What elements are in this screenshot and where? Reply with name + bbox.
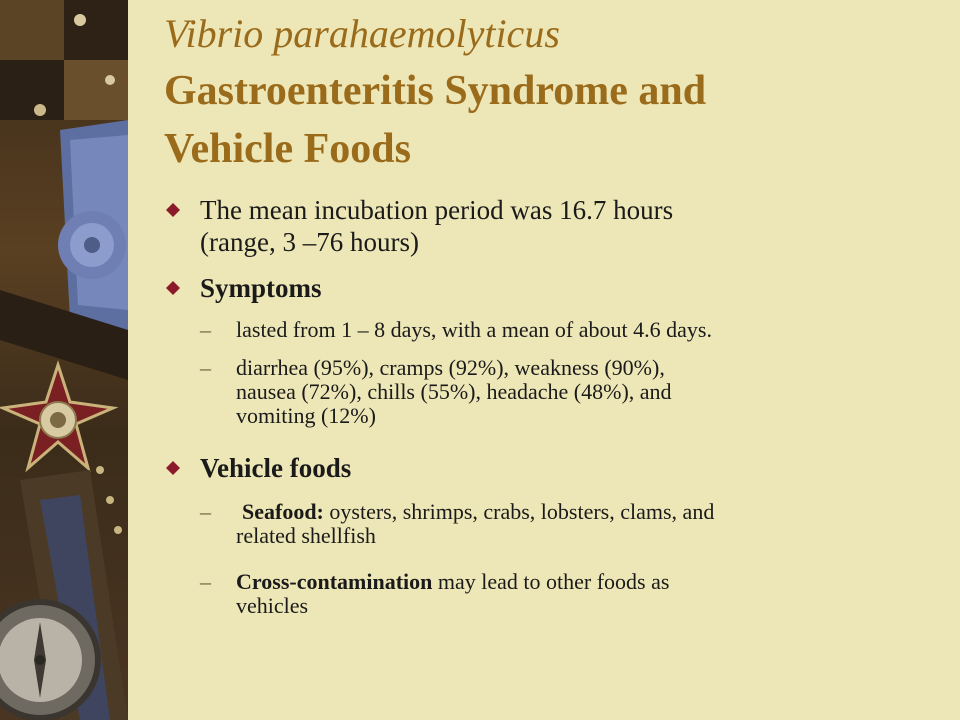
- sub-bullet-text: lasted from 1 – 8 days, with a mean of about 4.6 days.: [236, 317, 712, 342]
- sub-bullet-duration: [200, 318, 920, 342]
- sub-line-2: vehicles: [236, 593, 309, 618]
- bullet-incubation: [164, 194, 934, 258]
- bullet-text-line-2: (range, 3 –76 hours): [200, 227, 419, 257]
- medal-collage-icon: [0, 0, 128, 720]
- sub-bullet-text: [236, 500, 920, 548]
- sub-line-2: nausea (72%), chills (55%), headache (48%), and: [236, 379, 672, 404]
- sub-line-1-rest: may lead to other foods as: [432, 569, 670, 594]
- dash-marker: –: [200, 355, 211, 380]
- sub-line-2: related shellfish: [236, 523, 376, 548]
- sub-line-1: diarrhea (95%), cramps (92%), weakness (90%),: [236, 355, 665, 380]
- bullet-vehicle-foods: [164, 452, 934, 484]
- bullet-heading: Symptoms: [200, 273, 322, 303]
- sub-line-3: vomiting (12%): [236, 403, 376, 428]
- slide-title: [164, 6, 924, 178]
- slide-content: [158, 0, 948, 720]
- title-line-1: Vibrio parahaemolyticus: [164, 11, 560, 56]
- bullet-symptoms: [164, 272, 934, 304]
- sub-bullet-text: [236, 570, 920, 618]
- bullet-heading: Vehicle foods: [200, 453, 352, 483]
- sub-bullet-symptom-list: [200, 356, 920, 428]
- sub-line-1-rest: oysters, shrimps, crabs, lobsters, clams, and: [323, 499, 715, 524]
- diamond-icon: [164, 272, 194, 304]
- diamond-icon: [164, 452, 194, 484]
- sub-bold-term: Cross-contamination: [236, 569, 433, 594]
- dash-marker: –: [200, 569, 211, 594]
- bullet-text-line-1: The mean incubation period was 16.7 hours: [200, 195, 674, 225]
- title-line-2: Gastroenteritis Syndrome and: [164, 68, 707, 114]
- sub-bold-term: Seafood:: [242, 499, 324, 524]
- title-line-3: Vehicle Foods: [164, 126, 411, 172]
- dash-marker: –: [200, 317, 211, 342]
- sub-bullet-cross-contamination: [200, 570, 920, 618]
- diamond-icon: [164, 194, 194, 226]
- decorative-image-strip: [0, 0, 128, 720]
- sub-bullet-text: [236, 356, 920, 428]
- sub-bullet-seafood: [200, 500, 920, 548]
- dash-marker: –: [200, 499, 211, 524]
- bullet-text: [200, 194, 934, 258]
